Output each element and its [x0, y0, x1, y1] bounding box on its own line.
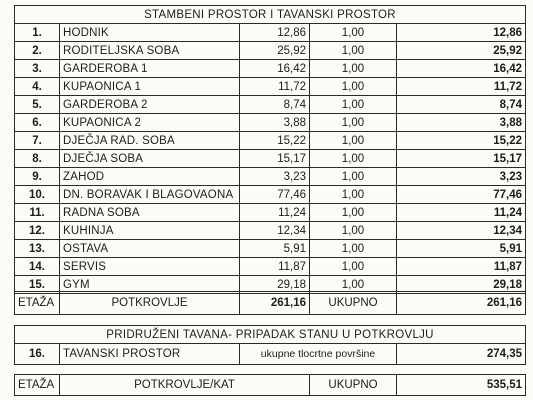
floor-summary-row: [15, 292, 526, 315]
room-name: KUPAONICA 2: [60, 114, 240, 132]
table-row: [15, 132, 526, 150]
room-name: HODNIK: [60, 24, 240, 42]
room-area: 11,24: [240, 204, 310, 222]
room-area: 3,23: [240, 168, 310, 186]
room-total: 29,18: [397, 276, 526, 294]
room-name: DJEČJA SOBA: [60, 150, 240, 168]
floor-total: 261,16: [397, 292, 526, 315]
room-area: 77,46: [240, 186, 310, 204]
table-title: STAMBENI PROSTOR I TAVANSKI PROSTOR: [15, 6, 526, 24]
room-coefficient: 1,00: [310, 132, 397, 150]
room-name: RADNA SOBA: [60, 204, 240, 222]
room-coefficient: 1,00: [310, 222, 397, 240]
room-name: KUPAONICA 1: [60, 78, 240, 96]
room-total: 15,22: [397, 132, 526, 150]
room-name: KUHINJA: [60, 222, 240, 240]
ukupno-label: UKUPNO: [310, 292, 397, 315]
attic-row-total: 274,35: [397, 344, 526, 365]
final-summary-row: [15, 375, 526, 396]
room-total: 11,24: [397, 204, 526, 222]
attic-title: PRIDRUŽENI TAVANA- PRIPADAK STANU U POTKROVLJU: [15, 326, 526, 344]
room-coefficient: 1,00: [310, 96, 397, 114]
row-number: 7.: [15, 132, 60, 150]
room-total: 3,88: [397, 114, 526, 132]
room-total: 25,92: [397, 42, 526, 60]
room-area: 12,34: [240, 222, 310, 240]
room-area: 16,42: [240, 60, 310, 78]
room-total: 12,86: [397, 24, 526, 42]
table-row: [15, 96, 526, 114]
room-area: 25,92: [240, 42, 310, 60]
room-coefficient: 1,00: [310, 78, 397, 96]
row-number: 14.: [15, 258, 60, 276]
room-name: DN. BORAVAK I BLAGOVAONA: [60, 186, 240, 204]
etaza-label: ETAŽA: [15, 292, 60, 315]
room-total: 16,42: [397, 60, 526, 78]
floor-area: 261,16: [240, 292, 310, 315]
table-row: [15, 24, 526, 42]
room-coefficient: 1,00: [310, 276, 397, 294]
attic-row-number: 16.: [15, 344, 60, 365]
table-row: [15, 78, 526, 96]
final-ukupno-label: UKUPNO: [310, 375, 397, 396]
row-number: 10.: [15, 186, 60, 204]
room-coefficient: 1,00: [310, 204, 397, 222]
room-area: 11,72: [240, 78, 310, 96]
row-number: 12.: [15, 222, 60, 240]
room-coefficient: 1,00: [310, 150, 397, 168]
final-etaza-label: ETAŽA: [15, 375, 60, 396]
room-total: 5,91: [397, 240, 526, 258]
room-area: 15,17: [240, 150, 310, 168]
room-name: GARDEROBA 2: [60, 96, 240, 114]
attic-title-row: [15, 326, 526, 344]
table-row: [15, 60, 526, 78]
room-name: RODITELJSKA SOBA: [60, 42, 240, 60]
room-area: 5,91: [240, 240, 310, 258]
row-number: 4.: [15, 78, 60, 96]
room-name: SERVIS: [60, 258, 240, 276]
room-area: 11,87: [240, 258, 310, 276]
attic-row-label: ukupne tlocrtne površine: [240, 344, 397, 365]
table-row: [15, 204, 526, 222]
row-number: 3.: [15, 60, 60, 78]
room-area: 12,86: [240, 24, 310, 42]
row-number: 8.: [15, 150, 60, 168]
row-number: 9.: [15, 168, 60, 186]
row-number: 11.: [15, 204, 60, 222]
row-number: 5.: [15, 96, 60, 114]
row-number: 2.: [15, 42, 60, 60]
table-row: [15, 186, 526, 204]
table-title-row: [15, 6, 526, 24]
room-coefficient: 1,00: [310, 240, 397, 258]
room-total: 15,17: [397, 150, 526, 168]
room-name: OSTAVA: [60, 240, 240, 258]
row-number: 15.: [15, 276, 60, 294]
attic-row: [15, 344, 526, 365]
table-row: [15, 240, 526, 258]
row-number: 6.: [15, 114, 60, 132]
room-name: GARDEROBA 1: [60, 60, 240, 78]
floor-summary-table: [14, 291, 526, 315]
room-coefficient: 1,00: [310, 168, 397, 186]
room-coefficient: 1,00: [310, 186, 397, 204]
room-area: 15,22: [240, 132, 310, 150]
room-coefficient: 1,00: [310, 114, 397, 132]
room-name: DJEČJA RAD. SOBA: [60, 132, 240, 150]
room-coefficient: 1,00: [310, 42, 397, 60]
attic-row-name: TAVANSKI PROSTOR: [60, 344, 240, 365]
final-summary-table: [14, 374, 526, 396]
room-area-table: [14, 5, 526, 294]
room-total: 3,23: [397, 168, 526, 186]
room-total: 77,46: [397, 186, 526, 204]
final-total: 535,51: [397, 375, 526, 396]
room-area: 8,74: [240, 96, 310, 114]
floor-name: POTKROVLJE: [60, 292, 240, 315]
room-total: 11,72: [397, 78, 526, 96]
table-row: [15, 258, 526, 276]
room-name: GYM: [60, 276, 240, 294]
table-row: [15, 222, 526, 240]
final-floor-name: POTKROVLJE/KAT: [60, 375, 310, 396]
room-area: 29,18: [240, 276, 310, 294]
table-row: [15, 114, 526, 132]
room-total: 8,74: [397, 96, 526, 114]
table-row: [15, 168, 526, 186]
room-total: 11,87: [397, 258, 526, 276]
attic-section-table: [14, 325, 526, 365]
row-number: 1.: [15, 24, 60, 42]
table-row: [15, 42, 526, 60]
room-name: ZAHOD: [60, 168, 240, 186]
room-total: 12,34: [397, 222, 526, 240]
room-coefficient: 1,00: [310, 258, 397, 276]
room-area: 3,88: [240, 114, 310, 132]
table-row: [15, 150, 526, 168]
row-number: 13.: [15, 240, 60, 258]
room-coefficient: 1,00: [310, 60, 397, 78]
room-coefficient: 1,00: [310, 24, 397, 42]
